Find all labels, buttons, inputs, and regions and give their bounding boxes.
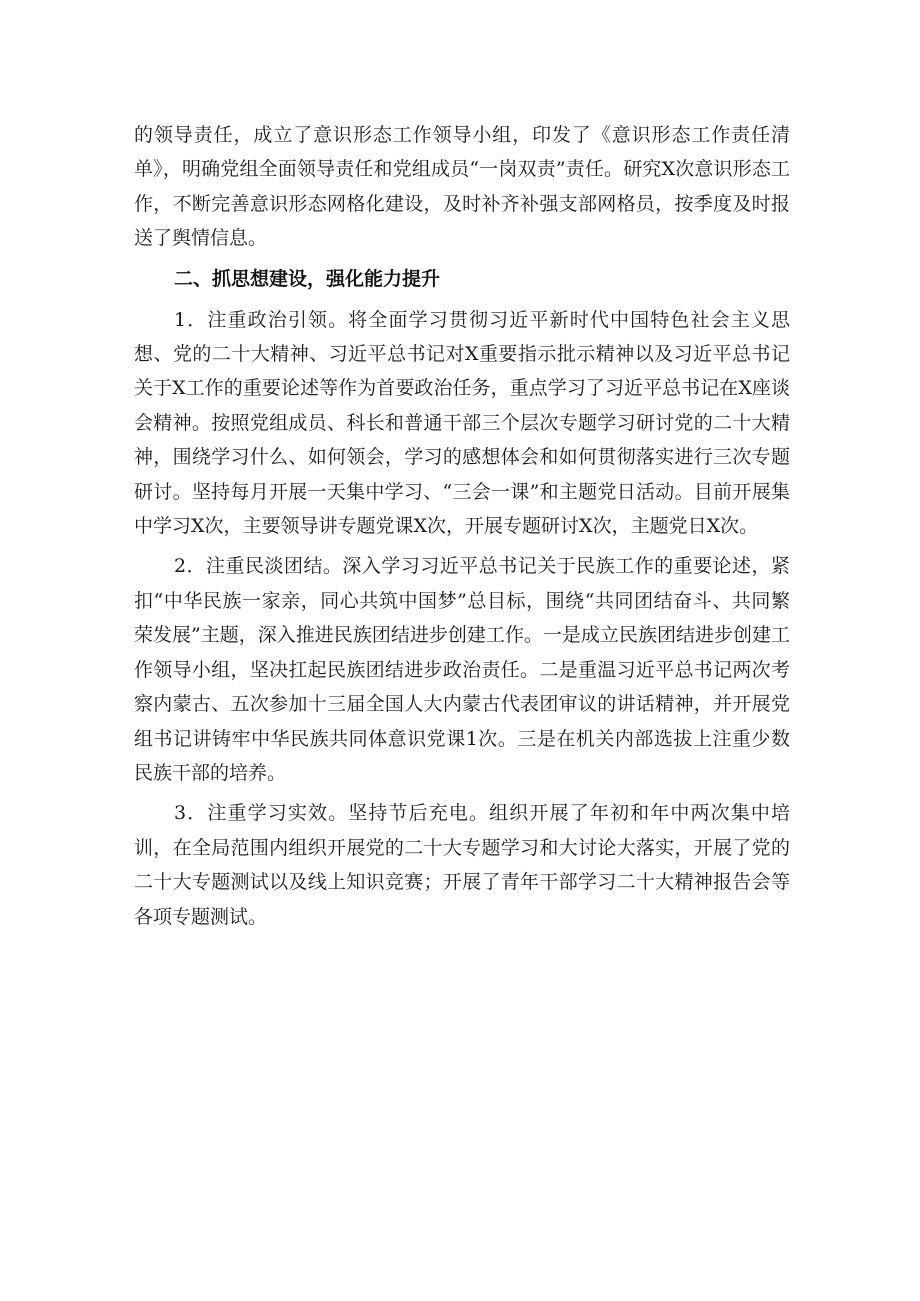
paragraph-political-guidance: 1．注重政治引领。将全面学习贯彻习近平新时代中国特色社会主义思想、党的二十大精神、习近平总书记对X重要指示批示精神以及习近平总书记关于X工作的重要论述等作为首要政治任务，重点学习了习近平总书记在X座谈会精神。按照党组成员、科长和普通干部三个层次专题学习研讨党的二十大精神，围绕学习什么、如何领会，学习的感想体会和如何贯彻落实进行三次专题研讨。坚持每月开展一天集中学习、“三会一课”和主题党日活动。目前开展集中学习X次，主要领导讲专题党课X次，开展专题研讨X次，主题党日X次。 bbox=[134, 308, 790, 538]
paragraph-learning-effect: 3．注重学习实效。坚持节后充电。组织开展了年初和年中两次集中培训，在全局范围内组织开展党的二十大专题学习和大讨论大落实，开展了党的二十大专题测试以及线上知识竞赛；开展了青年干部学习二十大精神报告会等各项专题测试。 bbox=[134, 802, 790, 928]
paragraph-continuation: 的领导责任，成立了意识形态工作领导小组，印发了《意识形态工作责任清单》，明确党组全面领导责任和党组成员“一岗双责”责任。研究X次意识形态工作，不断完善意识形态网格化建设，及时补齐补强支部网格员，按季度及时报送了舆情信息。 bbox=[134, 124, 790, 250]
paragraph-ethnic-unity: 2．注重民淡团结。深入学习习近平总书记关于民族工作的重要论述，紧扣“中华民族一家亲，同心共筑中国梦”总目标，围绕“共同团结奋斗、共同繁荣发展”主题，深入推进民族团结进步创建工作。一是成立民族团结进步创建工作领导小组，坚决扛起民族团结进步政治责任。二是重温习近平总书记两次考察内蒙古、五次参加十三届全国人大内蒙古代表团审议的讲话精神，并开展党组书记讲铸牢中华民族共同体意识党课1次。三是在机关内部选拔上注重少数民族干部的培养。 bbox=[134, 555, 790, 784]
document-body bbox=[134, 118, 790, 934]
section-heading: 二、抓思想建设，强化能力提升 bbox=[174, 267, 441, 290]
